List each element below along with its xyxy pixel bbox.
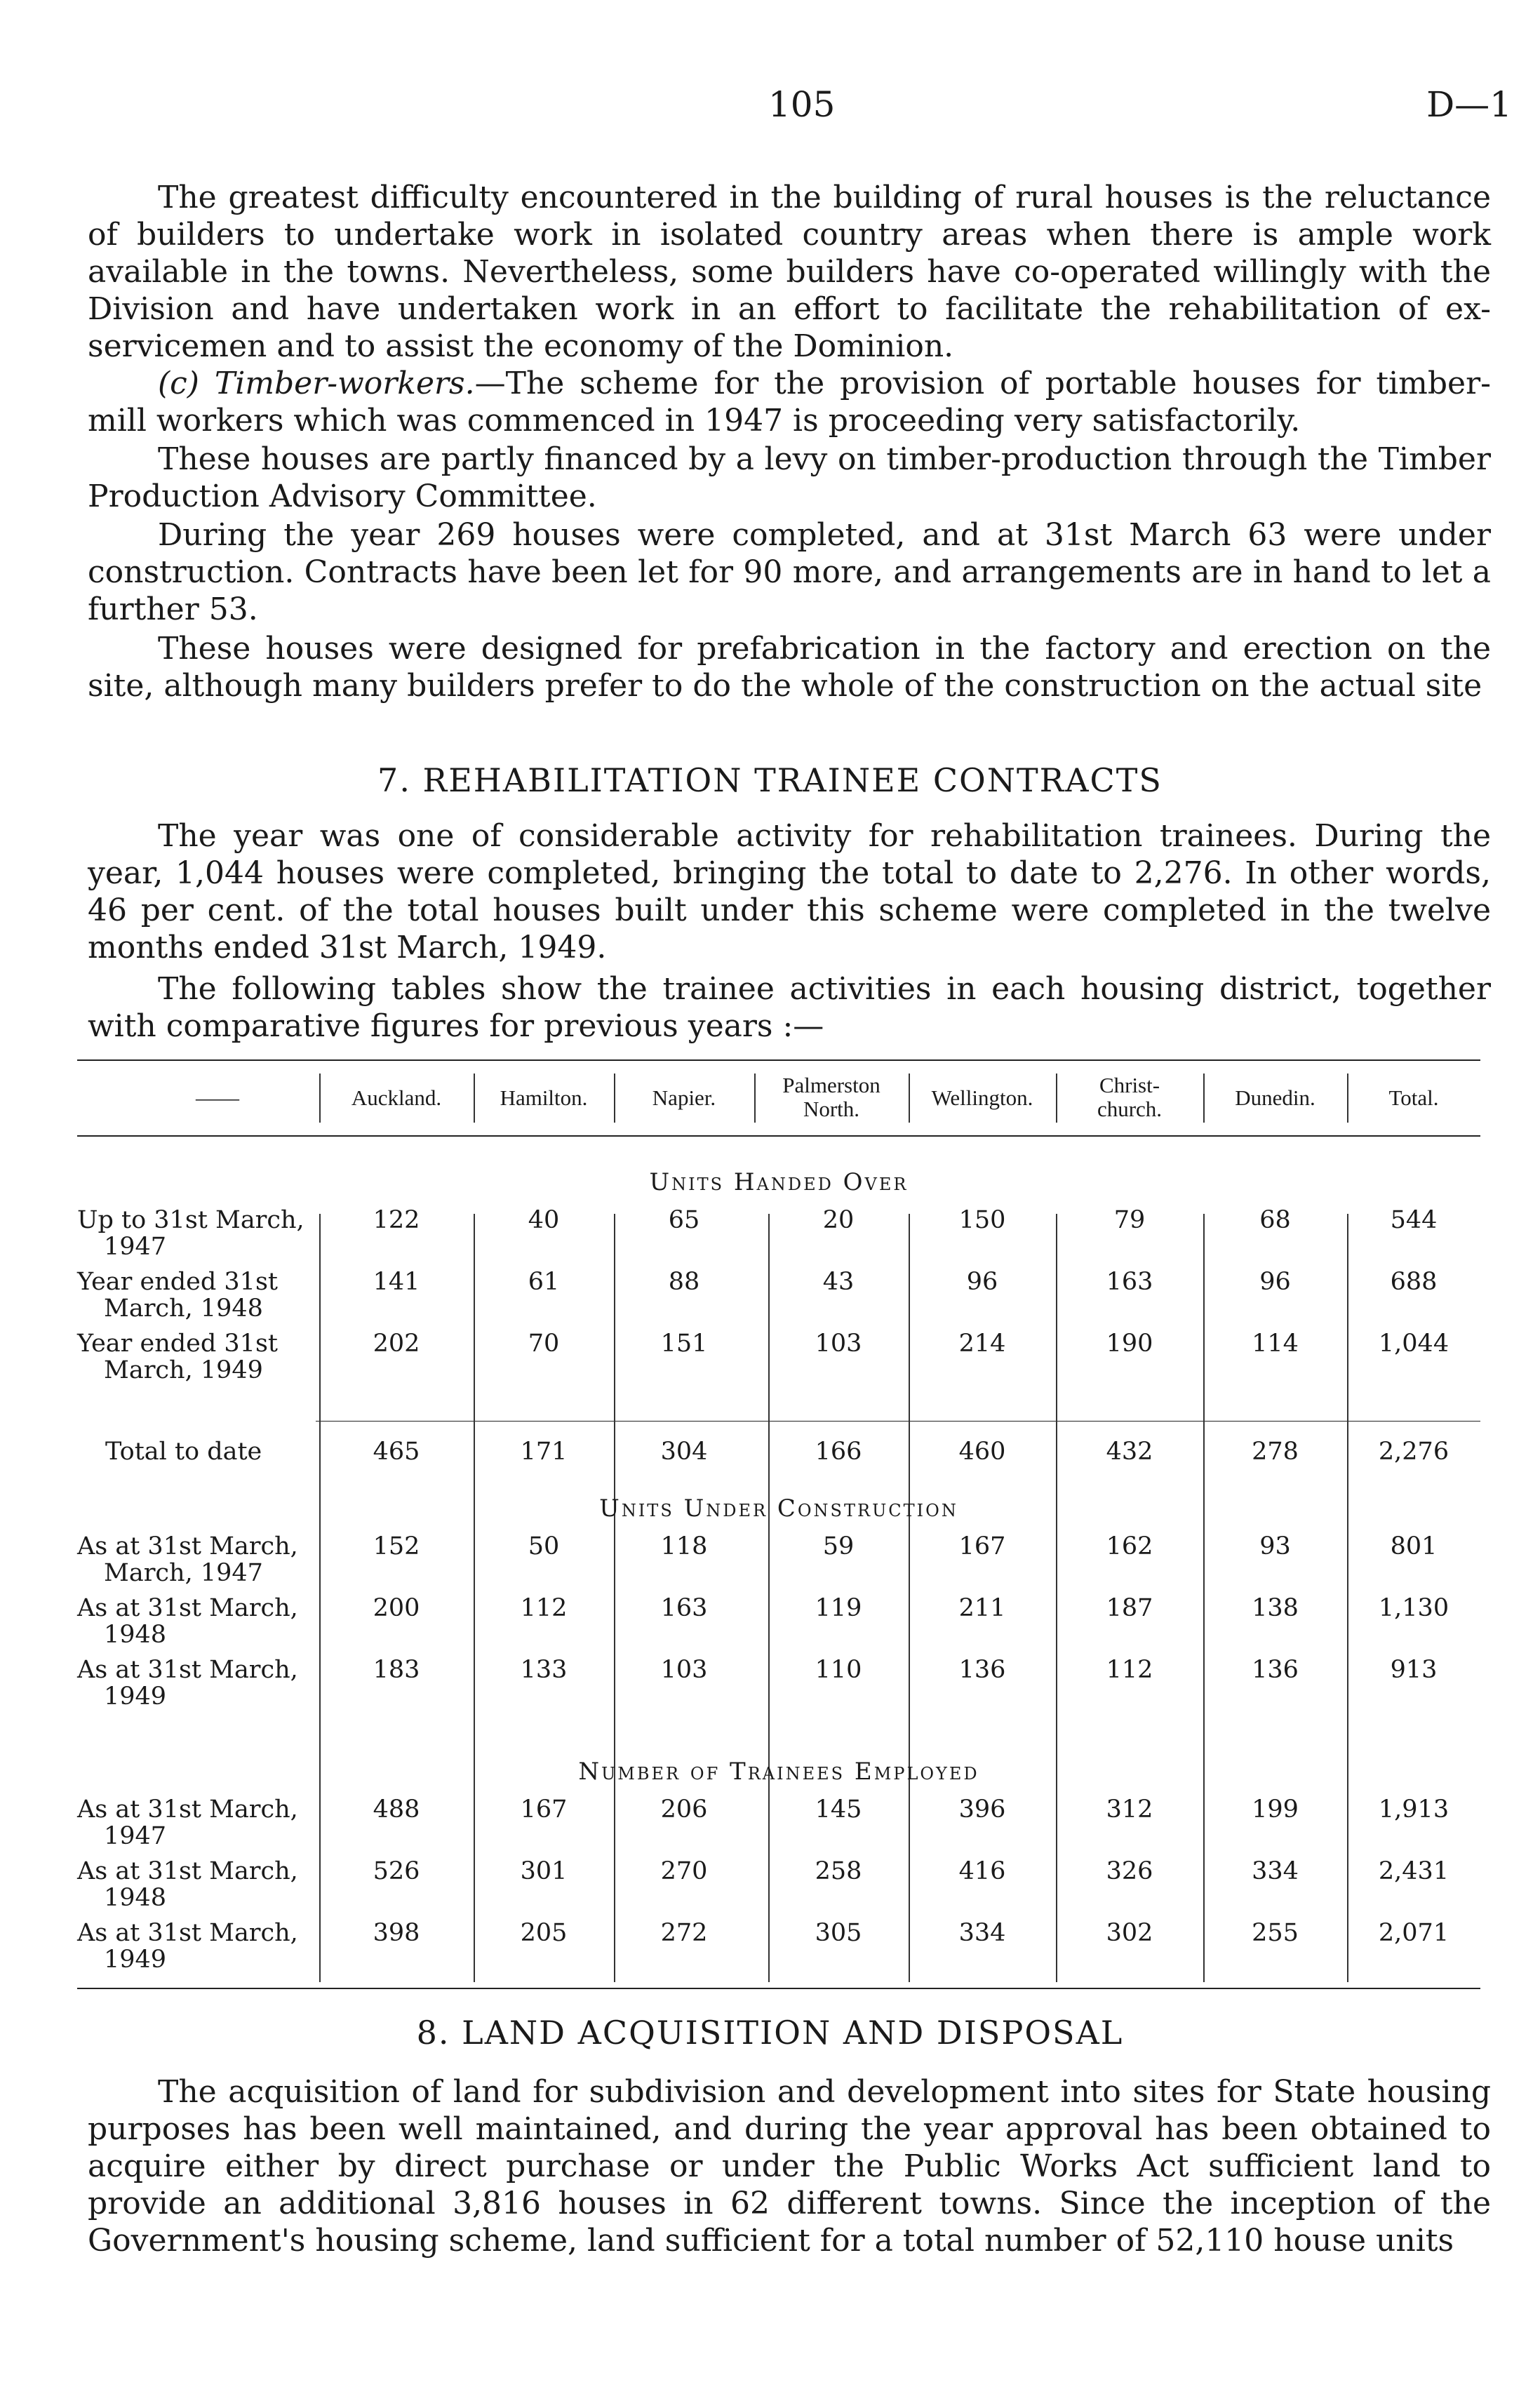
row-label — [77, 1330, 316, 1384]
table-cell: 152 — [373, 1532, 420, 1560]
table-cell: 171 — [520, 1438, 568, 1466]
table-cell: 163 — [660, 1594, 708, 1622]
paragraph-tables-intro: The following tables show the trainee activities in each housing district, together with comparative figures for previous years :— — [88, 971, 1491, 1044]
table-cell: 544 — [1390, 1206, 1438, 1234]
page-number: 105 — [768, 84, 836, 125]
table-cell: 103 — [660, 1656, 708, 1684]
timber-workers-text: —The scheme for the provision of portable houses for timber-mill workers which was commenced in 1947 is proceeding very satisfactorily. — [88, 366, 1491, 439]
table-cell: 255 — [1252, 1919, 1299, 1947]
paragraph-houses-completed: During the year 269 houses were completed, and at 31st March 63 were under construction. Contracts have been let for 90 more, and arrangements are in hand to let a further 53. — [88, 517, 1491, 627]
row-label-line2: March, 1948 — [104, 1295, 263, 1323]
row-label-line2: 1948 — [104, 1884, 167, 1912]
table-cell: 688 — [1390, 1268, 1438, 1296]
row-label-line1: Up to 31st March, — [77, 1206, 304, 1234]
header-napier: Napier. — [652, 1085, 716, 1110]
section-trainees-employed: Number of Trainees Employed — [578, 1758, 979, 1786]
table-cell: 305 — [815, 1919, 862, 1947]
table-cell: 199 — [1252, 1795, 1299, 1824]
table-cell: 96 — [1259, 1268, 1291, 1296]
row-label-line2: 1948 — [104, 1621, 167, 1649]
table-cell: 141 — [373, 1268, 420, 1296]
total-rule — [316, 1421, 1480, 1422]
table-cell: 162 — [1106, 1532, 1153, 1560]
table-cell: 110 — [815, 1656, 862, 1684]
table-top-rule — [77, 1059, 1480, 1061]
row-label-line1: As at 31st March, — [77, 1919, 298, 1947]
table-cell: 163 — [1106, 1268, 1153, 1296]
paragraph-levy: These houses are partly financed by a levy on timber-production through the Timber Production Advisory Committee. — [88, 441, 1491, 514]
table-cell: 167 — [520, 1795, 568, 1824]
table-cell: 1,044 — [1378, 1330, 1449, 1358]
table-cell: 460 — [958, 1438, 1006, 1466]
header-blank: —— — [196, 1085, 239, 1110]
timber-workers-label: (c) Timber-workers. — [158, 366, 475, 401]
table-cell: 801 — [1390, 1532, 1438, 1560]
page-header — [0, 84, 1540, 140]
table-cell: 312 — [1106, 1795, 1153, 1824]
paragraph-rural-houses: The greatest difficulty encountered in the building of rural houses is the reluctance of builders to undertake work in isolated country areas when there is ample work available in the towns. Nevertheless, some builders have co-operated willingly with the Division and have undertaken work in an effort to facilitate the rehabilitation of ex-servicemen and to assist the economy of the Dominion. — [88, 180, 1491, 364]
table-cell: 50 — [528, 1532, 560, 1560]
table-cell: 190 — [1106, 1330, 1153, 1358]
row-label-line2: 1949 — [104, 1946, 167, 1974]
table-cell: 103 — [815, 1330, 862, 1358]
row-label — [77, 1595, 316, 1648]
table-cell: 416 — [958, 1857, 1006, 1885]
table-cell: 151 — [660, 1330, 708, 1358]
table-cell: 119 — [815, 1594, 862, 1622]
table-cell: 167 — [958, 1532, 1006, 1560]
table-cell: 93 — [1259, 1532, 1291, 1560]
row-label — [77, 1920, 316, 1973]
table-cell: 270 — [660, 1857, 708, 1885]
row-label — [77, 1207, 316, 1260]
table-cell: 112 — [520, 1594, 568, 1622]
row-label-line1: Year ended 31st — [77, 1268, 278, 1296]
paragraph-trainee-activity: The year was one of considerable activity for rehabilitation trainees. During the year, 1,044 houses were completed, bringing the total to date to 2,276. In other words, 46 per cent. of the total houses built under this scheme were completed in the twelve months ended 31st March, 1949. — [88, 818, 1491, 965]
table-cell: 272 — [660, 1919, 708, 1947]
table-cell: 302 — [1106, 1919, 1153, 1947]
table-cell: 205 — [520, 1919, 568, 1947]
row-label-line1: As at 31st March, — [77, 1594, 298, 1622]
table-cell: 2,071 — [1378, 1919, 1449, 1947]
row-label — [77, 1269, 316, 1322]
row-label-line1: As at 31st March, — [77, 1532, 298, 1560]
header-bottom-rule — [77, 1135, 1480, 1137]
table-cell: 138 — [1252, 1594, 1299, 1622]
table-cell: 187 — [1106, 1594, 1153, 1622]
row-label-line2: March, 1949 — [104, 1356, 263, 1384]
table-cell: 278 — [1252, 1438, 1299, 1466]
trainee-activities-table — [77, 1059, 1480, 1993]
table-cell: 1,913 — [1378, 1795, 1449, 1824]
table-cell: 40 — [528, 1206, 560, 1234]
table-cell: 68 — [1259, 1206, 1291, 1234]
header-christchurch: Christ-church. — [1097, 1073, 1163, 1121]
paragraph-timber-workers — [88, 365, 1491, 439]
table-cell: 183 — [373, 1656, 420, 1684]
table-cell: 211 — [958, 1594, 1006, 1622]
table-cell: 118 — [660, 1532, 708, 1560]
table-cell: 88 — [668, 1268, 700, 1296]
table-cell: 334 — [958, 1919, 1006, 1947]
table-cell: 2,431 — [1378, 1857, 1449, 1885]
row-label-line1: As at 31st March, — [77, 1857, 298, 1885]
table-cell: 526 — [373, 1857, 420, 1885]
table-cell: 136 — [958, 1656, 1006, 1684]
table-cell: 122 — [373, 1206, 420, 1234]
header-dunedin: Dunedin. — [1235, 1085, 1315, 1110]
table-cell: 301 — [520, 1857, 568, 1885]
row-label-line2: 1947 — [104, 1233, 167, 1261]
table-cell: 304 — [660, 1438, 708, 1466]
table-cell: 112 — [1106, 1656, 1153, 1684]
table-cell: 465 — [373, 1438, 420, 1466]
table-cell: 334 — [1252, 1857, 1299, 1885]
table-cell: 326 — [1106, 1857, 1153, 1885]
row-label — [77, 1796, 316, 1850]
header-hamilton: Hamilton. — [500, 1085, 588, 1110]
row-label — [77, 1657, 316, 1710]
header-palmerston-north: Palmerston North. — [782, 1073, 881, 1121]
header-total: Total. — [1388, 1085, 1439, 1110]
table-cell: 59 — [822, 1532, 855, 1560]
table-cell: 43 — [822, 1268, 855, 1296]
header-wellington: Wellington. — [931, 1085, 1033, 1110]
row-label-line1: As at 31st March, — [77, 1656, 298, 1684]
table-cell: 133 — [520, 1656, 568, 1684]
table-cell: 114 — [1252, 1330, 1299, 1358]
row-label-line2: 1947 — [104, 1822, 167, 1850]
table-cell: 2,276 — [1378, 1438, 1449, 1466]
row-label — [77, 1858, 316, 1911]
table-cell: 913 — [1390, 1656, 1438, 1684]
table-cell: 1,130 — [1378, 1594, 1449, 1622]
header-divider — [754, 1074, 756, 1123]
header-divider — [1056, 1074, 1057, 1123]
row-label-line2: March, 1947 — [104, 1559, 263, 1587]
table-cell: 61 — [528, 1268, 560, 1296]
table-cell: 214 — [958, 1330, 1006, 1358]
row-label-line1: Year ended 31st — [77, 1330, 278, 1358]
header-auckland: Auckland. — [351, 1085, 442, 1110]
table-cell: 202 — [373, 1330, 420, 1358]
section-units-under-construction: Units Under Construction — [599, 1494, 958, 1523]
table-bottom-rule — [77, 1988, 1480, 1989]
table-cell: 65 — [668, 1206, 700, 1234]
paragraph-land-acquisition: The acquisition of land for subdivision and development into sites for State housing purposes has been well maintained, and during the year approval has been obtained to acquire either by direct purchase or under the Public Works Act sufficient land to provide an additional 3,816 houses in 62 different towns. Since the inception of the Government's housing scheme, land sufficient for a total number of 52,110 house units — [88, 2074, 1491, 2259]
table-cell: 166 — [815, 1438, 862, 1466]
row-label-line2: 1949 — [104, 1683, 167, 1711]
table-cell: 70 — [528, 1330, 560, 1358]
row-label — [77, 1533, 316, 1586]
section-7-heading: 7. REHABILITATION TRAINEE CONTRACTS — [377, 761, 1163, 799]
table-cell: 145 — [815, 1795, 862, 1824]
row-label-line1: As at 31st March, — [77, 1795, 298, 1824]
table-cell: 206 — [660, 1795, 708, 1824]
table-cell: 258 — [815, 1857, 862, 1885]
table-cell: 200 — [373, 1594, 420, 1622]
section-8-heading: 8. LAND ACQUISITION AND DISPOSAL — [416, 2014, 1124, 2052]
table-cell: 136 — [1252, 1656, 1299, 1684]
paragraph-prefabrication: These houses were designed for prefabrication in the factory and erection on the site, although many builders prefer to do the whole of the construction on the actual site — [88, 631, 1491, 704]
table-cell: 396 — [958, 1795, 1006, 1824]
table-cell: 79 — [1113, 1206, 1146, 1234]
row-label-total: Total to date — [105, 1438, 262, 1466]
table-cell: 432 — [1106, 1438, 1153, 1466]
table-cell: 398 — [373, 1919, 420, 1947]
table-cell: 20 — [822, 1206, 855, 1234]
table-cell: 488 — [373, 1795, 420, 1824]
table-cell: 96 — [966, 1268, 998, 1296]
table-cell: 150 — [958, 1206, 1006, 1234]
document-code: D—1 — [1426, 84, 1512, 125]
section-units-handed-over: Units Handed Over — [649, 1168, 909, 1196]
